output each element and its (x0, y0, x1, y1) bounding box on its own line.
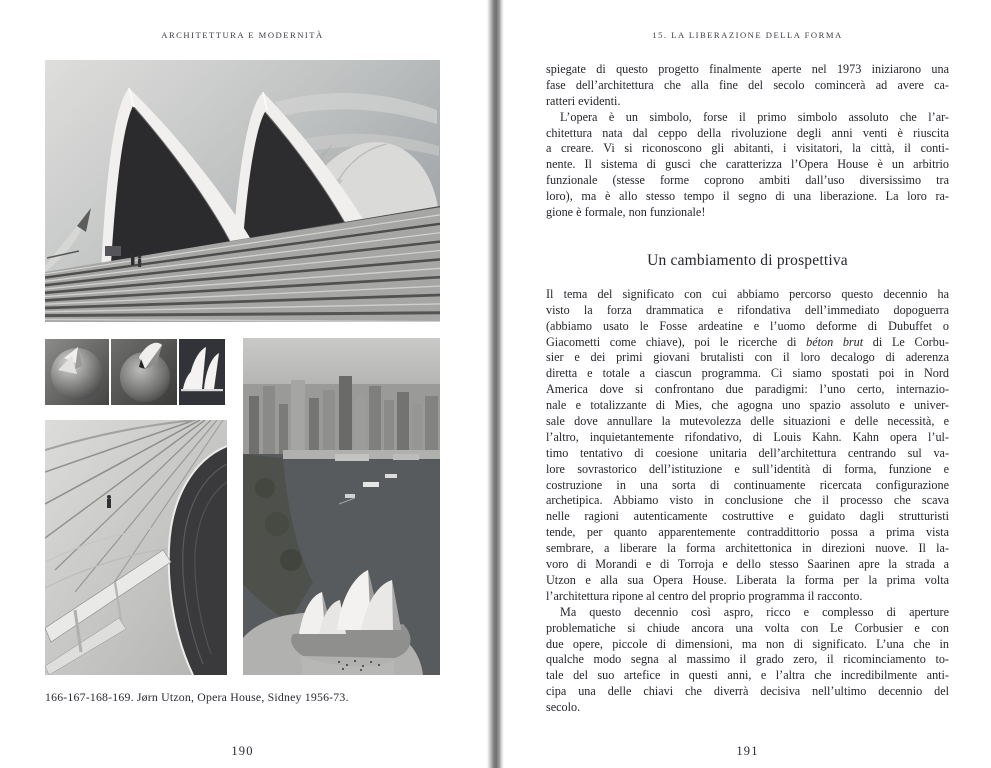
running-head-left: ARCHITETTURA E MODERNITÀ (161, 30, 324, 40)
text-line: a creare. Vi si riconoscono gli abitanti, i visitatori, la città, il conti- (546, 141, 949, 156)
text-line: fase dell’architettura che alla fine del secolo comincerà ad avere ca- (546, 77, 949, 92)
paragraph-1 (546, 62, 949, 110)
text-line: l’altro, inquietantemente rifondativo, di Louis Kahn. Kahn opera l’ul- (546, 429, 949, 444)
text-line: funzionale (stesse forme coprono ambiti dall’uso diversissimo tra (546, 173, 949, 188)
figure-caption: 166-167-168-169. Jørn Utzon, Opera House, Sidney 1956-73. (45, 690, 349, 704)
text-line: l’architettura ripone al centro del proprio programma il racconto. (546, 588, 863, 603)
text-line: cipa una delle chiavi che diverrà decisiva nell’ultimo decennio del (546, 684, 949, 699)
text-line: (abbiamo usato le Fosse ardeatine e l’uomo deforme di Dubuffet o (546, 318, 949, 333)
text-line: ratteri evidenti. (546, 93, 621, 108)
text-line: timo tentativo di coesione unitaria dell’architettura centrando sul va- (546, 445, 949, 460)
text-line: chitettura nata dal ceppo della rivoluzione degli anni venti è riuscita (546, 125, 949, 140)
text-line: Il tema del significato con cui abbiamo percorso questo decennio ha (546, 286, 949, 301)
photo-sails-silhouette (179, 339, 225, 405)
text-line: sembrare, a liberare la forma architettonica in direzioni nuove. Il la- (546, 541, 949, 556)
paragraph-4 (546, 605, 949, 716)
text-line: diretta e totale a ciascun programma. Ci siamo spostati poi in Nord (546, 366, 949, 381)
text-line: loro), ma è allo stesso tempo il segno di una liberazione. La loro ra- (546, 189, 949, 204)
page-number-right: 191 (736, 744, 759, 758)
text-line: qualche modo segna al massimo il grado zero, il ricominciamento to- (546, 652, 949, 667)
text-line: costruzione in una sorta di continuamente ricercata configurazione (546, 477, 949, 492)
text-line: gione è formale, non funzionale! (546, 205, 706, 220)
section-heading: Un cambiamento di prospettiva (647, 251, 848, 269)
text-line: visto la forza drammatica e rifondativa dell’immediato dopoguerra (546, 302, 949, 317)
body-text-column (546, 62, 949, 716)
text-line: Ma questo decennio così aspro, ricco e complesso di aperture (560, 604, 949, 619)
photo-interior-structure (45, 420, 227, 675)
photo-opera-house-sails-steps (45, 60, 440, 322)
text-line: nente. Il sistema di gusci che caratterizza l’Opera House è un arbitrio (546, 157, 949, 172)
text-line: L’opera è un simbolo, forse il primo simbolo assoluto che l’ar- (560, 109, 949, 124)
text-line: sier e dei primi giovani brutalisti con il loro decalogo di aderenza (546, 350, 949, 365)
text-line: voro di Morandi e di Torroja e dello stesso Saarinen apre la strada a (546, 557, 949, 572)
text-line: America dove si confrontano due paradigmi: l’uno certo, internazio- (546, 382, 949, 397)
text-line: archetipica. Abbiamo visto in conclusione che il processo che scava (546, 493, 949, 508)
text-line: nelle ragioni autenticamente costruttive e guidato dagli strutturisti (546, 509, 949, 524)
text-line: secolo. (546, 700, 581, 715)
photo-sphere-model-a (45, 339, 109, 405)
text-line: lore sovrastorico dell’istituzione e sull’identità di forma, funzione e (546, 461, 949, 476)
photo-sydney-aerial (243, 338, 440, 675)
running-head-right: 15. LA LIBERAZIONE DELLA FORMA (652, 30, 843, 40)
text-line: problematiche si chiude ancora una volta con Le Corbusier e con (546, 620, 949, 635)
text-line: nale e totalizzante di Mies, che agogna uno spazio assoluto e univer- (546, 398, 949, 413)
text-line: due opere, piccole di dimensioni, ma non di significato. L’una che in (546, 636, 949, 651)
paragraph-2 (546, 110, 949, 221)
text-line: tale del suo artefice in questi anni, e l’altra che incredibilmente anti- (546, 668, 949, 683)
text-line: Giacometti come chiave), poi le ricerche di béton brut di Le Corbu- (546, 334, 949, 349)
text-line: tende, per quanto apparentemente contraddittorio possa a prima vista (546, 525, 949, 540)
photo-strip-shell-geometry (45, 339, 227, 405)
text-line: spiegate di questo progetto finalmente aperte nel 1973 iniziarono una (546, 62, 949, 76)
paragraph-3 (546, 287, 949, 605)
book-gutter (487, 0, 504, 768)
photo-sphere-model-b (111, 339, 177, 405)
text-line: sale dove annullare la mutevolezza delle situazioni e delle necessità, e (546, 414, 949, 429)
text-line: Utzon e alla sua Opera House. Liberata la forma per la prima volta (546, 572, 949, 587)
page-number-left: 190 (231, 744, 254, 758)
